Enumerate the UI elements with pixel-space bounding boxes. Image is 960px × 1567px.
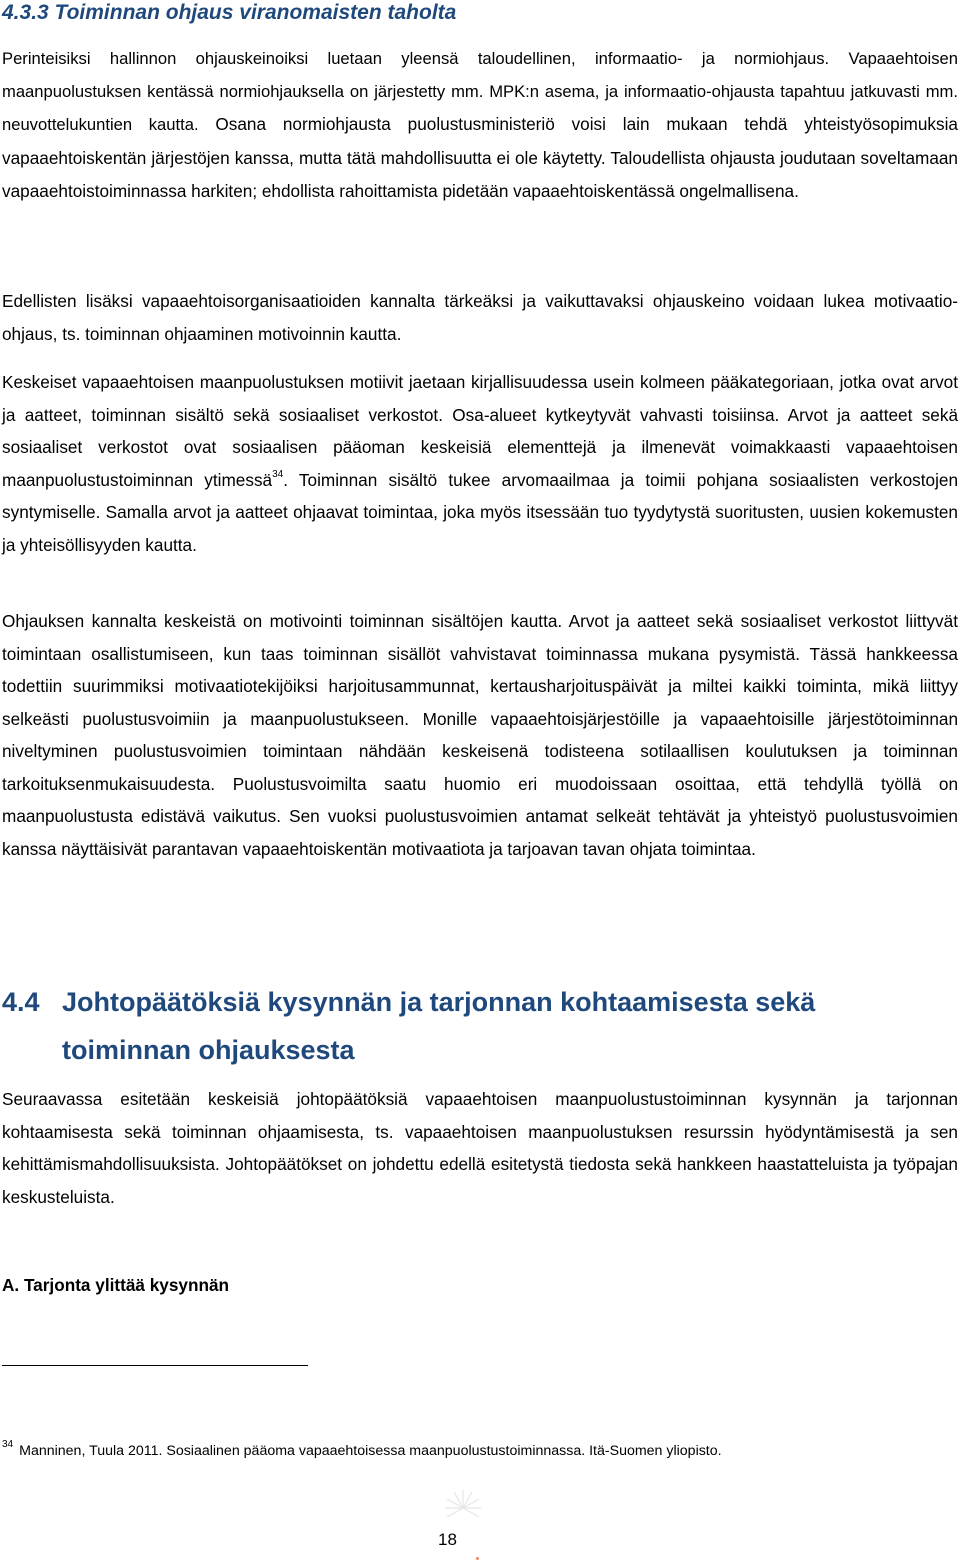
paragraph-steering-content: Ohjauksen kannalta keskeistä on motivointi toiminnan sisältöjen kautta. Arvot ja aatteet sekä sosiaaliset verkostot liittyvät toimintaan osallistumiseen, kun taas toiminnan sisällöt vahvistavat toiminnassa mukana pysymistä. Tässä hankkeessa todettiin suurimmiksi motivaatiotekijöiksi harjoitusammunnat, kertausharjoituspäivät ja miltei kaikki toiminta, mikä liittyy selkeästi puolustusvoimiin ja maanpuolustukseen. Monille vapaaehtoisjärjestöille ja vapaaehtoisille järjestötoiminnan niveltyminen puolustusvoimien toimintaan nähdään keskeisenä todisteena sotilaallisen koulutuksen ja toiminnan tarkoituksenmukaisuudesta. Puolustusvoimilta saatu huomio eri muodoissaan osoittaa, että tehdyllä työllä on maanpuolustusta edistävä vaikutus. Sen vuoksi puolustusvoimien antamat selkeät tehtävät ja yhteistyö puolustusvoimien kanssa näyttäisivät parantavan vapaaehtoiskentän motivaatiota ja tarjoavan tavan ohjata toimintaa. — [2, 611, 958, 859]
paragraph-administrative-steering — [2, 43, 958, 209]
footnote — [2, 1440, 958, 1462]
paragraph-conclusions-intro: Seuraavassa esitetään keskeisiä johtopäätöksiä vapaaehtoisen maanpuolustustoiminnan kysynnän ja tarjonnan kohtaamisesta sekä toiminnan ohjaamisesta, ts. vapaaehtoisen maanpuolustuksen resurssin hyödyntämisestä ja sen kehittämismahdollisuuksista. Johtopäätökset on johdettu edellä esitetystä tiedosta sekä hankkeen haastatteluista ja työpajan keskusteluista. — [2, 1089, 958, 1207]
paragraph-motives-text: Keskeiset vapaaehtoisen maanpuolustuksen motiivit jaetaan kirjallisuudessa usein kolmeen pääkategoriaan, jotka ovat arvot ja aatteet, toiminnan sisältö sekä sosiaaliset verkostot. Osa-alueet kytkeytyvät vahvasti toisiinsa. Arvot ja aatteet sekä sosiaaliset verkostot ovat sosiaalisen pääoman keskeisiä elementtejä ja ilmenevät voimakkaasti vapaaehtoisen maanpuolustustoiminnan ytimessä — [2, 372, 958, 490]
footnote-separator — [2, 1365, 308, 1366]
paragraph-motivation-steering: Edellisten lisäksi vapaaehtoisorganisaatioiden kannalta tärkeäksi ja vaikuttavaksi ohjauskeino voidaan lukea motivaatio-ohjaus, ts. toiminnan ohjaaminen motivoinnin kautta. — [2, 291, 958, 344]
paragraph-part-sans: Perinteisiksi hallinnon ohjauskeinoiksi luetaan yleensä taloudellinen, informaatio- ja normiohjaus. Vapaaehtoisen maanpuolustuksen kentässä normiohjauksella on järjestetty mm. MPK:n asema, ja informaatio-ohjausta tapahtuu jatkuvasti mm. neuvottelukuntien kautta. — [2, 49, 958, 134]
footnote-text: Manninen, Tuula 2011. Sosiaalinen pääoma vapaaehtoisessa maanpuolustustoiminnassa. Itä-Suomen yliopisto. — [19, 1443, 722, 1459]
section-title-line1: Johtopäätöksiä kysynnän ja tarjonnan kohtaamisesta sekä — [62, 987, 816, 1017]
page-number: 18 — [438, 1530, 457, 1549]
section-title-line2: toiminnan ohjauksesta — [62, 1035, 355, 1065]
footnote-number: 34 — [2, 1439, 14, 1450]
subheading-supply-exceeds-demand: A. Tarjonta ylittää kysynnän — [2, 1275, 230, 1295]
page-accent-dot — [476, 1557, 479, 1560]
section-number: 4.4 — [2, 987, 40, 1017]
section-heading-4-4 — [2, 978, 932, 1074]
paragraph-motives — [2, 366, 958, 561]
footnote-reference[interactable]: 34 — [272, 468, 284, 480]
paragraph-part-body: Osana normiohjausta puolustusministeriö voisi lain mukaan tehdä yhteistyösopimuksia vapaaehtoiskentän järjestöjen kanssa, mutta tätä mahdollisuutta ei ole käytetty. Taloudellista ohjausta joudutaan soveltamaan vapaaehtoistoiminnassa harkiten; ehdollista rahoittamista pidetään vapaaehtoiskentässä ongelmallisena. — [2, 114, 958, 201]
section-heading-4-3-3: 4.3.3 Toiminnan ohjaus viranomaisten taholta — [2, 1, 457, 24]
paragraph-motives-text-continued: . Toiminnan sisältö tukee arvomaailmaa ja toimii pohjana sosiaalisten verkostojen syntymiselle. Samalla arvot ja aatteet ohjaavat toimintaa, joka myös itsessään tuo tyydytystä suoritusten, uusien kokemusten ja yhteisöllisyyden kautta. — [2, 469, 959, 555]
sunburst-icon — [443, 1488, 483, 1528]
